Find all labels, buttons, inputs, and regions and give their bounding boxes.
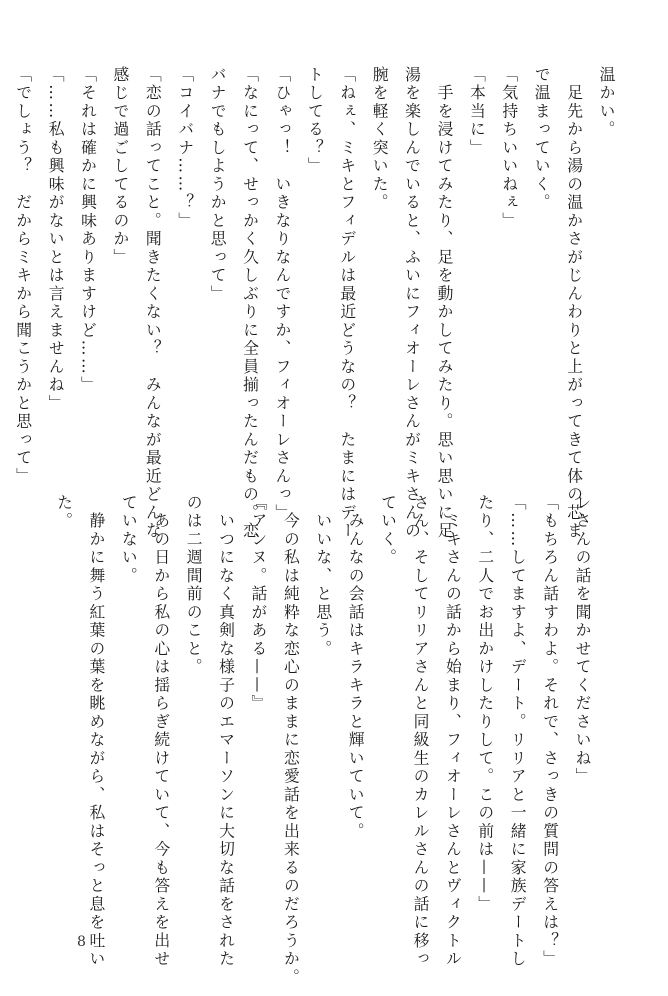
text-line: 「ねぇ、ミキとフィデルは最近どうなの？ たまにはデー — [337, 66, 357, 541]
text-line: 「気持ちいいねぇ」 — [499, 66, 519, 231]
text-line: 手を浸けてみたり、足を動かしてみたり。思い思いに足 — [434, 66, 454, 541]
text-line: 静かに舞う紅葉の葉を眺めながら、私はそっと息を吐い — [86, 494, 106, 969]
text-line: 「なにって、せっかく久しぶりに全員揃ったんだもの。恋 — [240, 66, 260, 541]
text-line: 「でしょう？ だからミキから聞こうかと思って」 — [13, 66, 33, 486]
text-line: 腕を軽く突いた。 — [370, 66, 390, 212]
text-line: 「……してますよ、デート。リリアと一緒に家族デートし — [508, 494, 528, 969]
text-line: 「それは確かに興味ありますけど……」 — [78, 66, 98, 395]
text-line: 感じで過ごしてるのか」 — [110, 66, 130, 267]
text-line: バナでもしようかと思って」 — [208, 66, 228, 304]
text-line: みんなの会話はキラキラと輝いていて。 — [346, 494, 366, 841]
text-line: いいな、と思う。 — [313, 494, 333, 659]
text-line: 『アンヌ。話がある——』 — [248, 494, 268, 713]
text-line: レさんの話を聞かせてくださいね」 — [573, 494, 592, 786]
text-line: 「恋の話ってこと。聞きたくない？ みんなが最近どんな — [143, 66, 163, 541]
text-line: 「コイバナ……？」 — [175, 66, 195, 231]
text-line: 今の私は純粋な恋心のままに恋愛話を出来るのだろうか。 — [281, 494, 301, 987]
text-line: トしてる？」 — [305, 66, 325, 176]
text-line: 「本当に」 — [467, 66, 487, 158]
text-line: いつになく真剣な様子のエマーソンに大切な話をされた — [216, 494, 236, 969]
text-line: 足先から湯の温かさがじんわりと上がってきて体の芯ま — [564, 66, 584, 541]
text-line: 「……私も興味がないとは言えませんね」 — [46, 66, 66, 413]
text-line: ていく。 — [378, 494, 398, 567]
text-line: ミキさんの話から始まり、フィオーレさんとヴィクトル — [443, 494, 463, 969]
text-line: あの日から私の心は揺らぎ続けていて、今も答えを出せ — [151, 494, 171, 969]
text-line: さん、そしてリリアさんと同級生のカレルさんの話に移っ — [410, 494, 430, 969]
text-line: ていない。 — [119, 494, 139, 586]
lower-text-block — [42, 494, 598, 987]
text-line: たり、二人でお出かけしたりして。この前は——」 — [475, 494, 495, 914]
text-line: 湯を楽しんでいると、ふいにフィオーレさんがミキさんの — [402, 66, 422, 541]
text-line: 「もちろん話すわよ。それで、さっきの質問の答えは？」 — [540, 494, 560, 969]
text-line: のは二週間前のこと。 — [184, 494, 204, 677]
text-line: 「ひゃっ！ いきなりなんですか、フィオーレさんっ」 — [272, 66, 292, 523]
text-line: で温まっていく。 — [532, 66, 552, 212]
text-line: た。 — [54, 494, 74, 531]
page-number: 8 — [77, 934, 86, 950]
text-line — [0, 66, 6, 466]
text-line: 温かい。 — [597, 66, 616, 139]
